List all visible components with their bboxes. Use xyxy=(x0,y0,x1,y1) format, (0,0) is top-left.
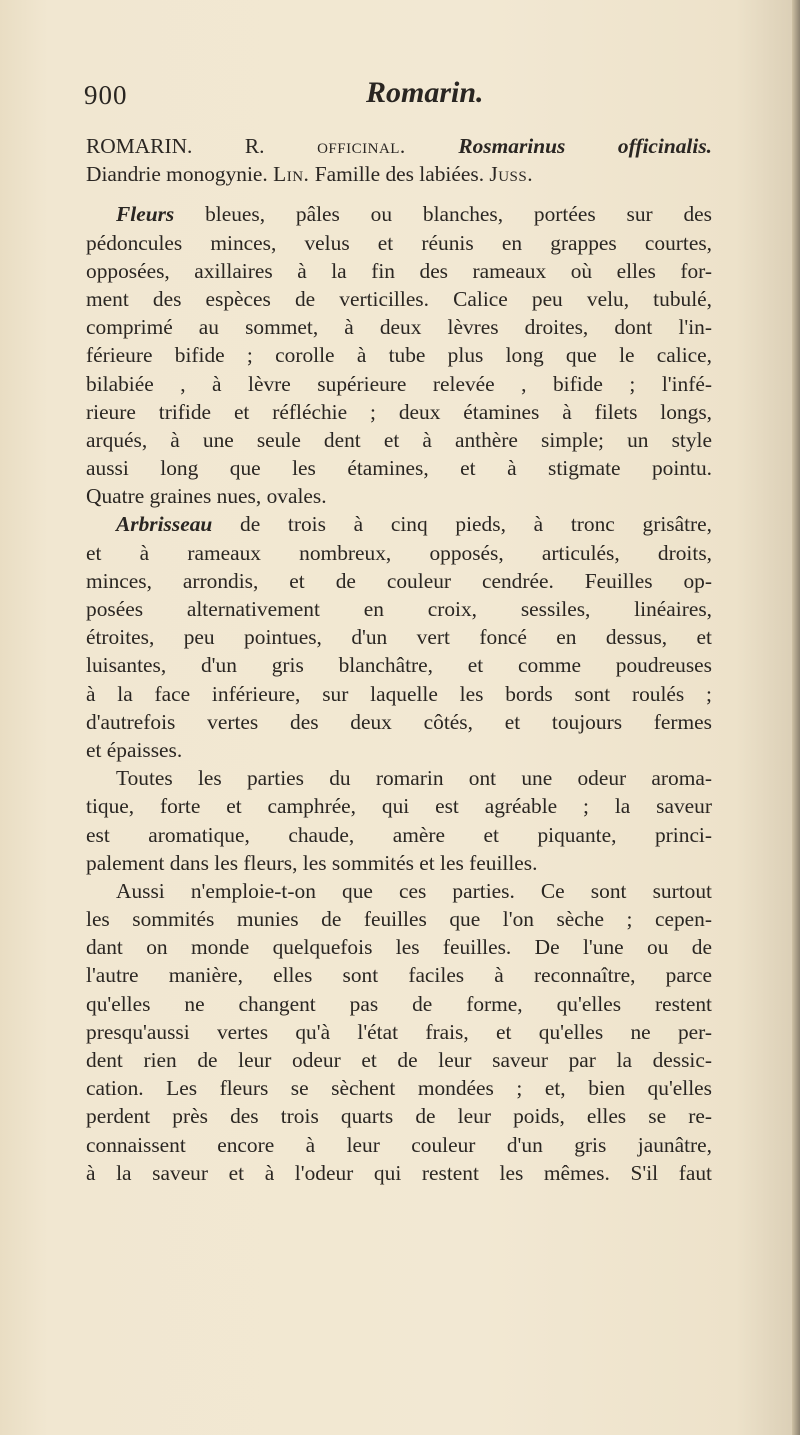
running-title: Romarin. xyxy=(366,76,484,109)
text-segment: ment des espèces de verticilles. Calice peu velu, tubulé, xyxy=(86,286,712,311)
text-segment: tique, forte et camphrée, qui est agréable ; la saveur xyxy=(86,794,712,819)
text-line xyxy=(86,933,712,961)
text-segment: Quatre graines nues, ovales. xyxy=(86,484,327,509)
text-segment: comprimé au sommet, à deux lèvres droites, dont l'in- xyxy=(86,315,712,340)
text-line xyxy=(86,1018,712,1046)
text-segment: connaissent encore à leur couleur d'un gris jaunâtre, xyxy=(86,1132,712,1157)
text-segment: les sommités munies de feuilles que l'on sèche ; cepen- xyxy=(86,907,712,932)
page-edge-shadow xyxy=(792,0,800,1435)
text-segment: rieure trifide et réfléchie ; deux étamines à filets longs, xyxy=(86,399,712,424)
text-segment: dent rien de leur odeur et de leur saveur par la dessic- xyxy=(86,1048,712,1072)
text-segment: bleues, pâles ou blanches, portées sur des xyxy=(174,202,712,227)
text-segment: et épaisses. xyxy=(86,737,183,762)
text-line xyxy=(86,482,712,510)
text-segment: ROMARIN. R. xyxy=(86,134,318,158)
text-segment: à la face inférieure, sur laquelle les bords sont roulés ; xyxy=(86,681,712,706)
text-line xyxy=(86,1074,712,1102)
text-line xyxy=(86,313,712,341)
text-segment: étroites, peu pointues, d'un vert foncé en dessus, et xyxy=(86,625,712,650)
text-segment: de trois à cinq pieds, à tronc grisâtre, xyxy=(212,512,712,537)
text-line xyxy=(86,370,712,398)
text-line xyxy=(86,680,712,708)
text-line xyxy=(86,285,712,313)
text-line xyxy=(86,877,712,905)
text-segment: luisantes, d'un gris blanchâtre, et comme poudreuses xyxy=(86,653,712,678)
text-segment: est aromatique, chaude, amère et piquante, princi- xyxy=(86,822,712,847)
text-line xyxy=(86,398,712,426)
text-segment: palement dans les fleurs, les sommités et les feuilles. xyxy=(86,850,538,875)
italic-term: Fleurs xyxy=(116,202,175,227)
text-line xyxy=(86,229,712,257)
text-segment: férieure bifide ; corolle à tube plus long que le calice, xyxy=(86,343,712,368)
page-number: 900 xyxy=(84,80,128,110)
text-segment xyxy=(406,134,459,158)
text-line xyxy=(86,160,712,188)
page-header xyxy=(76,76,716,120)
text-segment: à la saveur et à l'odeur qui restent les mêmes. S'il faut xyxy=(86,1160,712,1185)
text-line xyxy=(86,708,712,736)
small-caps-text: Juss. xyxy=(489,162,534,187)
text-segment: arqués, à une seule dent et à anthère simple; un style xyxy=(86,427,712,452)
text-line xyxy=(86,1046,712,1074)
text-segment: bilabiée , à lèvre supérieure relevée , bifide ; l'infé- xyxy=(86,371,712,396)
text-segment: aussi long que les étamines, et à stigmate pointu. xyxy=(86,456,712,481)
text-segment: perdent près des trois quarts de leur poids, elles se re- xyxy=(86,1104,712,1129)
text-segment: presqu'aussi vertes qu'à l'état frais, et qu'elles ne per- xyxy=(86,1019,712,1044)
text-segment: pédoncules minces, velus et réunis en grappes courtes, xyxy=(86,230,712,255)
text-line xyxy=(86,651,712,679)
body-text xyxy=(86,132,712,1187)
text-line xyxy=(86,623,712,651)
small-caps-text: officinal. xyxy=(317,134,406,158)
text-segment: d'autrefois vertes des deux côtés, et toujours fermes xyxy=(86,709,712,734)
italic-term: Arbrisseau xyxy=(116,512,213,537)
text-segment: et à rameaux nombreux, opposés, articulés, droits, xyxy=(86,540,712,565)
text-line xyxy=(86,539,712,567)
text-line xyxy=(86,200,712,228)
text-line xyxy=(86,257,712,285)
italic-term: Rosmarinus officinalis. xyxy=(458,134,712,158)
text-segment: posées alternativement en croix, sessiles, linéaires, xyxy=(86,597,712,621)
text-line xyxy=(86,1102,712,1130)
text-line xyxy=(86,736,712,764)
text-line xyxy=(86,1159,712,1187)
text-segment: Diandrie monogynie. xyxy=(86,162,274,187)
text-line xyxy=(86,961,712,989)
text-segment: dant on monde quelquefois les feuilles. De l'une ou de xyxy=(86,935,712,960)
text-segment: cation. Les fleurs se sèchent mondées ; et, bien qu'elles xyxy=(86,1076,712,1101)
text-line xyxy=(86,454,712,482)
text-segment: qu'elles ne changent pas de forme, qu'elles restent xyxy=(86,991,712,1016)
text-line xyxy=(86,426,712,454)
text-segment: opposées, axillaires à la fin des rameaux où elles for- xyxy=(86,258,712,283)
text-line xyxy=(86,1131,712,1159)
text-segment: Toutes les parties du romarin ont une odeur aroma- xyxy=(116,766,712,791)
text-line xyxy=(86,792,712,820)
text-line xyxy=(86,990,712,1018)
text-segment: l'autre manière, elles sont faciles à reconnaître, parce xyxy=(86,963,712,988)
text-line xyxy=(86,849,712,877)
text-segment: Famille des labiées. xyxy=(309,162,490,187)
text-segment: minces, arrondis, et de couleur cendrée. Feuilles op- xyxy=(86,568,712,593)
text-line xyxy=(86,595,712,623)
text-line xyxy=(86,510,712,538)
text-line xyxy=(86,567,712,595)
text-segment: Aussi n'emploie-t-on que ces parties. Ce sont surtout xyxy=(116,878,712,903)
text-line xyxy=(86,764,712,792)
text-line xyxy=(86,132,712,160)
text-line xyxy=(86,905,712,933)
text-line xyxy=(86,341,712,369)
small-caps-text: Lin. xyxy=(273,162,310,187)
text-line xyxy=(86,821,712,849)
